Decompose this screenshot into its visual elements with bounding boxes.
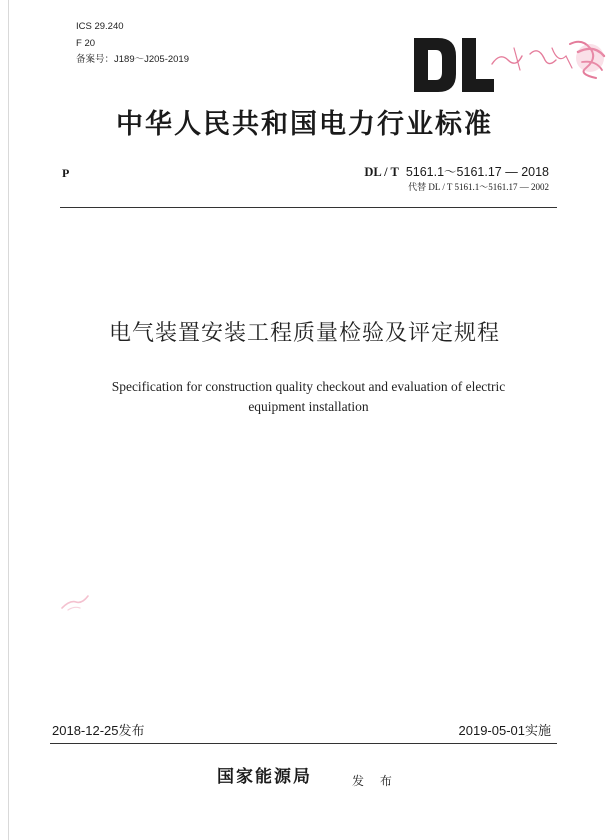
standard-prefix: DL / T [364, 165, 399, 179]
header-divider [60, 207, 557, 208]
signature-stamp [486, 34, 608, 82]
standard-number [364, 166, 549, 179]
industry-standard-title: 中华人民共和国电力行业标准 [116, 109, 493, 140]
publisher-name: 国家能源局 [217, 767, 312, 787]
replaces-standard: 代替 DL / T 5161.1～5161.17 — 2002 [408, 182, 549, 192]
implementation-date: 2019-05-01实施 [458, 723, 551, 738]
title-en-line-2: equipment installation [248, 399, 369, 414]
category-code: P [62, 166, 70, 180]
pink-smudge-mark [58, 590, 92, 614]
document-title-cn: 电气装置安装工程质量检验及评定规程 [108, 321, 500, 346]
standard-code: 5161.1～5161.17 — 2018 [405, 165, 549, 179]
title-en-line-1: Specification for construction quality checkout and evaluation of electric [111, 379, 506, 394]
issue-date: 2018-12-25发布 [52, 723, 145, 738]
ics-code: ICS 29.240 [76, 21, 124, 32]
dl-logo [412, 36, 496, 94]
document-title-en [60, 377, 557, 417]
footer-divider [50, 743, 557, 744]
publish-label: 发 布 [352, 774, 398, 788]
filing-number: 备案号：J189～J205-2019 [76, 54, 189, 65]
ccs-code: F 20 [76, 38, 96, 49]
